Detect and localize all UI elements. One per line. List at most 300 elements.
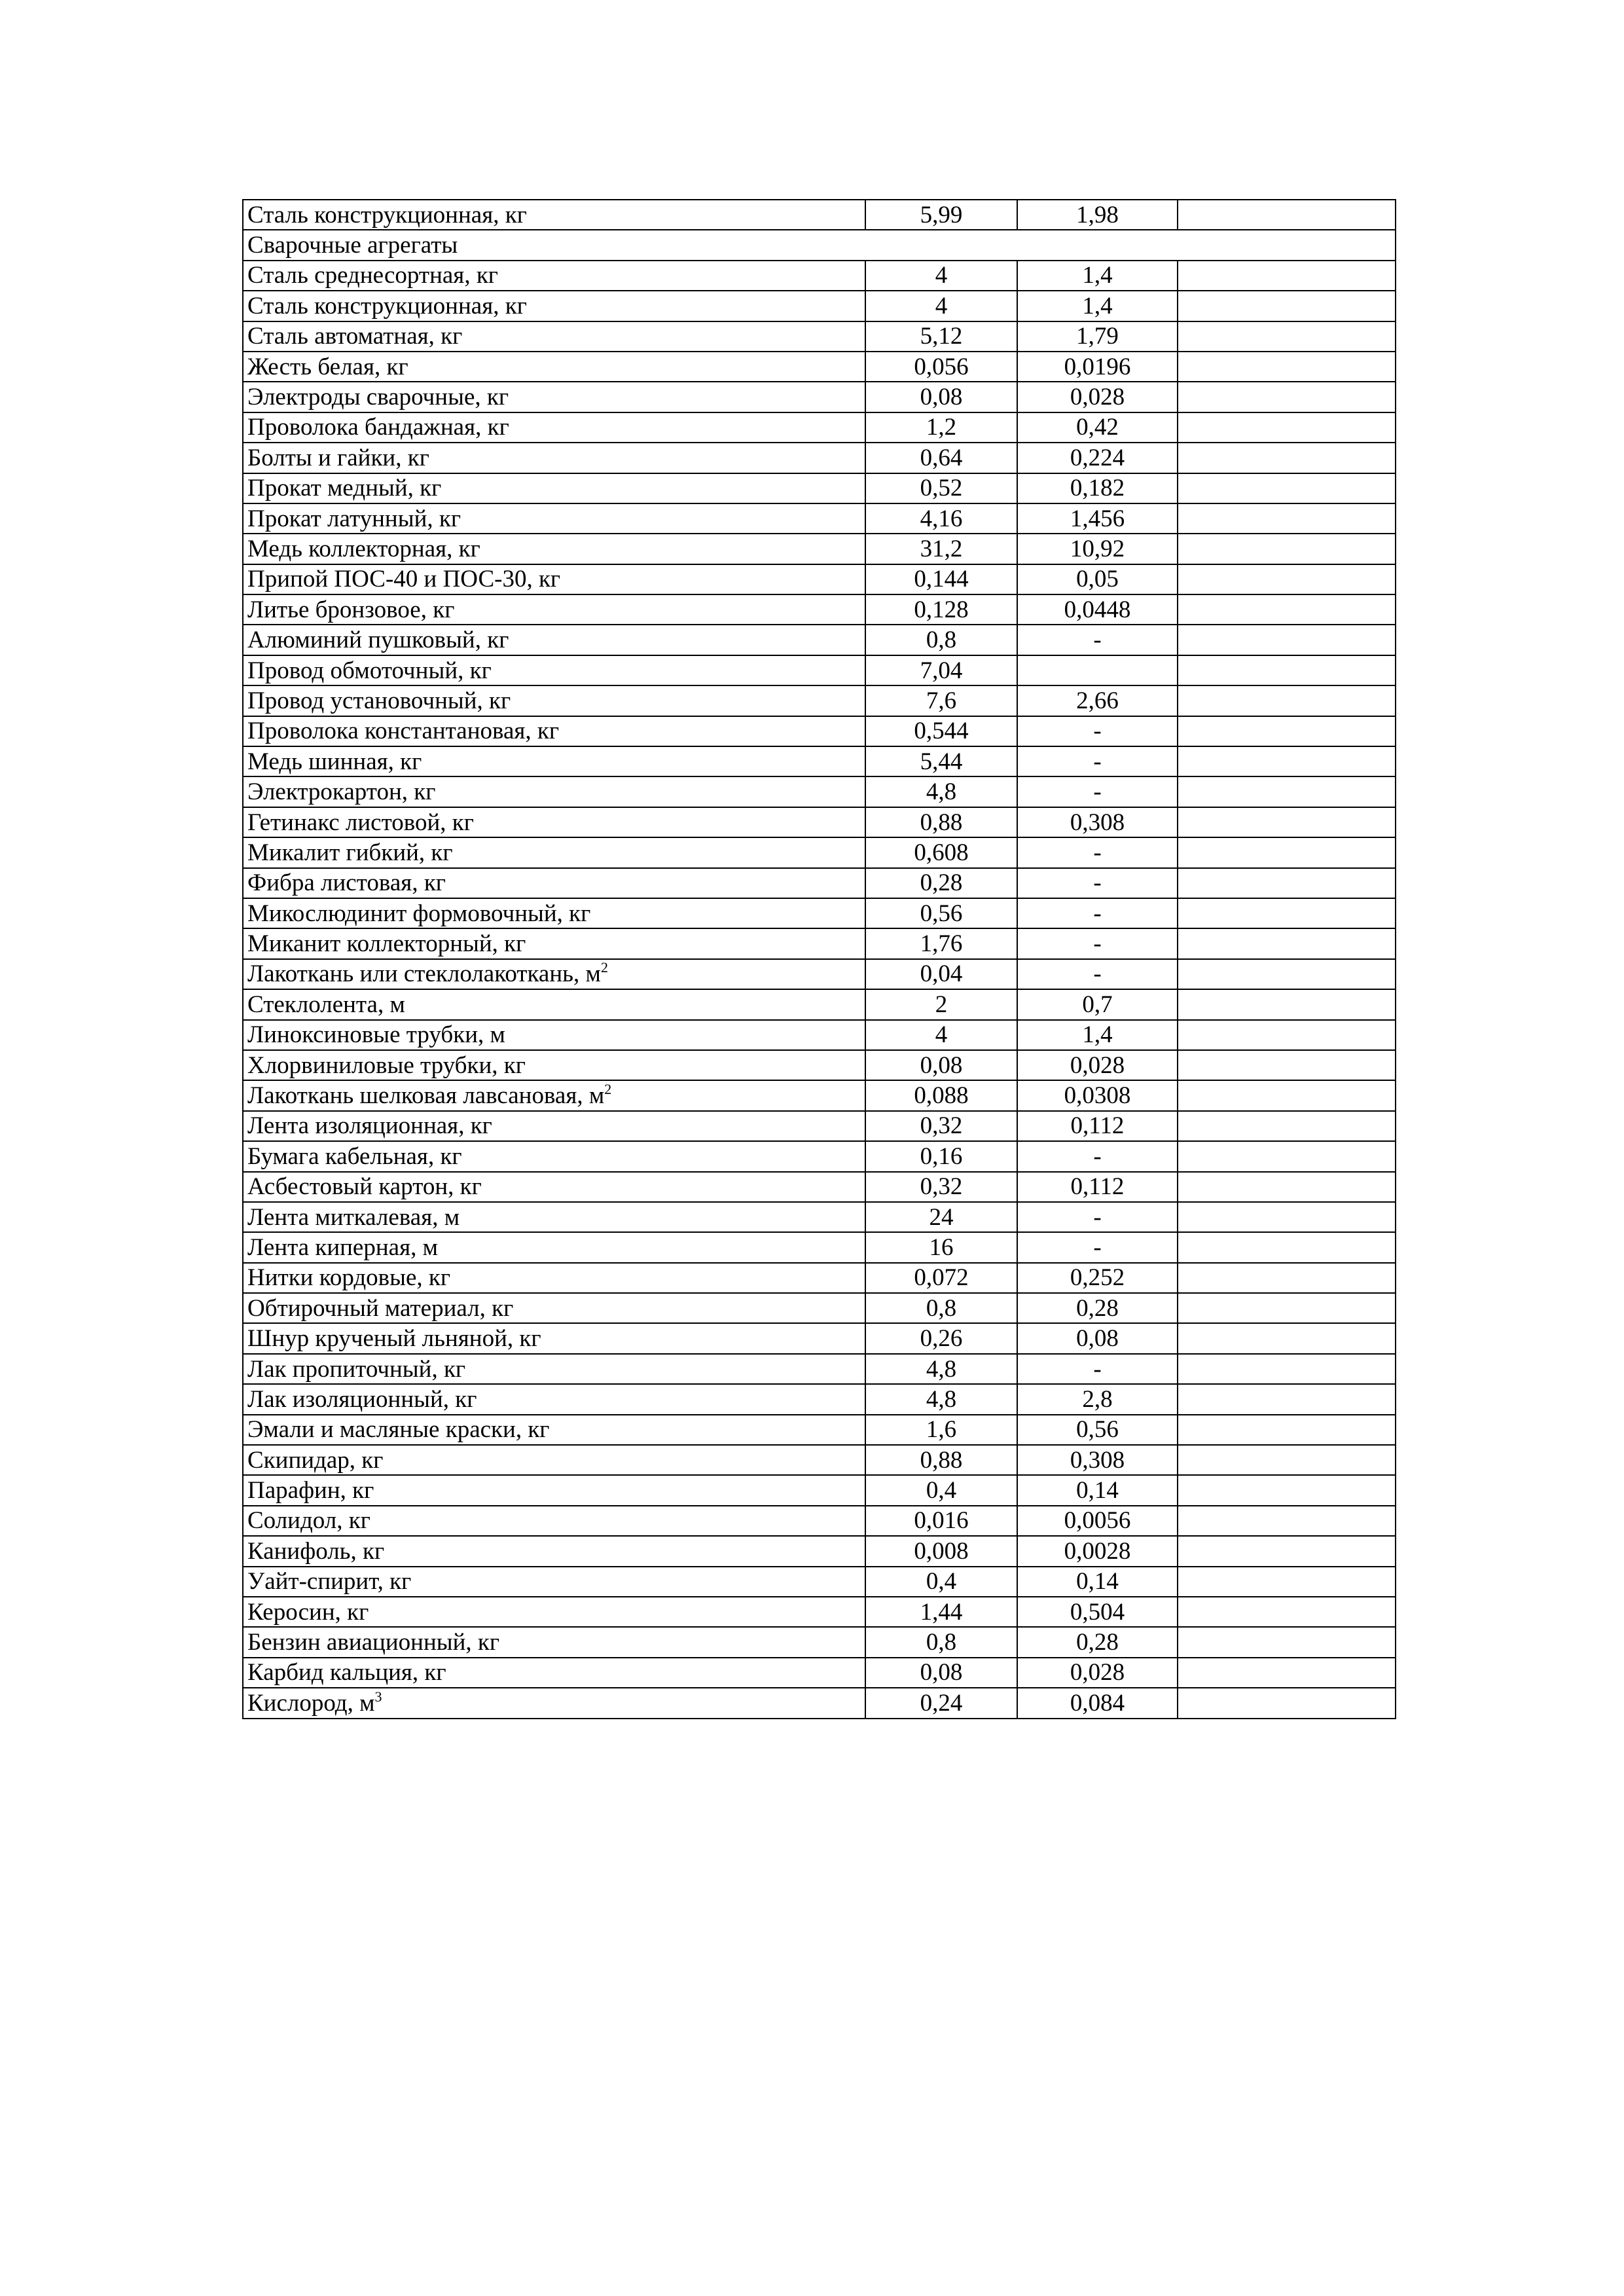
material-name-cell	[243, 1232, 865, 1262]
value-cell-3	[1178, 837, 1396, 867]
material-name-cell	[243, 1567, 865, 1597]
value-cell-3	[1178, 382, 1396, 412]
material-name-cell	[243, 746, 865, 776]
material-name-cell	[243, 807, 865, 837]
material-name-cell	[243, 1445, 865, 1475]
value-cell-3	[1178, 1020, 1396, 1050]
value-cell-2: 1,79	[1017, 321, 1178, 352]
value-cell-2: 0,56	[1017, 1415, 1178, 1445]
table-row	[243, 200, 1396, 230]
material-name: Скипидар, кг	[247, 1446, 384, 1474]
value-cell-3	[1178, 1597, 1396, 1627]
table-row	[243, 534, 1396, 564]
material-name: Канифоль, кг	[247, 1537, 385, 1565]
value-cell-1: 0,08	[865, 1658, 1017, 1688]
value-cell-1: 7,04	[865, 655, 1017, 685]
value-cell-2: -	[1017, 716, 1178, 746]
value-cell-3	[1178, 625, 1396, 655]
value-cell-2: 0,308	[1017, 807, 1178, 837]
value-cell-3	[1178, 291, 1396, 321]
value-cell-3	[1178, 1172, 1396, 1202]
value-cell-1: 4	[865, 261, 1017, 291]
material-name-cell	[243, 473, 865, 503]
value-cell-1: 0,128	[865, 594, 1017, 625]
table-row	[243, 1354, 1396, 1384]
value-cell-1: 0,008	[865, 1536, 1017, 1566]
material-name-cell	[243, 261, 865, 291]
value-cell-1: 4,8	[865, 776, 1017, 807]
material-name: Линоксиновые трубки, м	[247, 1021, 505, 1049]
value-cell-3	[1178, 685, 1396, 716]
table-row	[243, 1415, 1396, 1445]
material-name-cell	[243, 443, 865, 473]
value-cell-1: 1,6	[865, 1415, 1017, 1445]
table-row	[243, 989, 1396, 1019]
value-cell-3	[1178, 503, 1396, 534]
material-name: Карбид кальция, кг	[247, 1659, 446, 1686]
value-cell-1: 5,99	[865, 200, 1017, 230]
table-row	[243, 1475, 1396, 1505]
material-name-cell	[243, 1202, 865, 1232]
value-cell-3	[1178, 1080, 1396, 1110]
value-cell-3	[1178, 1050, 1396, 1080]
value-cell-1: 0,072	[865, 1263, 1017, 1293]
table-row	[243, 716, 1396, 746]
material-name: Прокат медный, кг	[247, 475, 442, 502]
material-name: Уайт-спирит, кг	[247, 1568, 412, 1595]
value-cell-2: 0,7	[1017, 989, 1178, 1019]
material-name: Проволока бандажная, кг	[247, 414, 509, 441]
value-cell-3	[1178, 1415, 1396, 1445]
value-cell-3	[1178, 1475, 1396, 1505]
material-name-cell	[243, 1415, 865, 1445]
table-row	[243, 1384, 1396, 1414]
value-cell-3	[1178, 352, 1396, 382]
value-cell-3	[1178, 1658, 1396, 1688]
value-cell-1: 0,16	[865, 1141, 1017, 1171]
value-cell-2: 0,28	[1017, 1627, 1178, 1657]
value-cell-2: -	[1017, 928, 1178, 958]
value-cell-2: 0,112	[1017, 1111, 1178, 1141]
table-row	[243, 564, 1396, 594]
value-cell-1: 1,76	[865, 928, 1017, 958]
table-row	[243, 1050, 1396, 1080]
value-cell-2: -	[1017, 898, 1178, 928]
value-cell-1: 4	[865, 1020, 1017, 1050]
value-cell-1: 2	[865, 989, 1017, 1019]
value-cell-1: 31,2	[865, 534, 1017, 564]
material-name: Солидол, кг	[247, 1507, 370, 1535]
material-name: Гетинакс листовой, кг	[247, 809, 474, 836]
material-name: Асбестовый картон, кг	[247, 1173, 482, 1201]
material-name: Бумага кабельная, кг	[247, 1142, 462, 1170]
material-name: Медь шинная, кг	[247, 748, 422, 775]
material-name-cell	[243, 1627, 865, 1657]
value-cell-1: 5,12	[865, 321, 1017, 352]
value-cell-2: 0,0448	[1017, 594, 1178, 625]
table-row	[243, 1172, 1396, 1202]
value-cell-1: 1,2	[865, 412, 1017, 443]
value-cell-2: 0,05	[1017, 564, 1178, 594]
value-cell-2: 0,028	[1017, 1050, 1178, 1080]
material-name-cell	[243, 534, 865, 564]
material-name: Проволока константановая, кг	[247, 718, 560, 745]
table-row	[243, 382, 1396, 412]
material-name: Микалит гибкий, кг	[247, 839, 453, 866]
value-cell-1: 1,44	[865, 1597, 1017, 1627]
material-name: Лак изоляционный, кг	[247, 1385, 477, 1413]
value-cell-1: 0,056	[865, 352, 1017, 382]
table-row	[243, 503, 1396, 534]
table-row	[243, 1445, 1396, 1475]
material-name: Медь коллекторная, кг	[247, 535, 480, 562]
value-cell-3	[1178, 898, 1396, 928]
value-cell-1: 0,88	[865, 807, 1017, 837]
material-name: Шнур крученый льняной, кг	[247, 1325, 541, 1353]
value-cell-3	[1178, 594, 1396, 625]
table-row	[243, 625, 1396, 655]
table-row	[243, 412, 1396, 443]
table-row	[243, 837, 1396, 867]
value-cell-3	[1178, 1627, 1396, 1657]
material-name-cell	[243, 321, 865, 352]
material-name-cell	[243, 564, 865, 594]
table-row	[243, 1080, 1396, 1110]
material-name-cell	[243, 959, 865, 989]
value-cell-2: 1,4	[1017, 1020, 1178, 1050]
material-name-cell	[243, 776, 865, 807]
table-row	[243, 443, 1396, 473]
value-cell-1: 0,016	[865, 1506, 1017, 1536]
value-cell-3	[1178, 989, 1396, 1019]
material-name-cell	[243, 1384, 865, 1414]
material-name-cell	[243, 1506, 865, 1536]
value-cell-3	[1178, 473, 1396, 503]
value-cell-1: 0,32	[865, 1111, 1017, 1141]
material-name-cell	[243, 1172, 865, 1202]
value-cell-2: 0,0028	[1017, 1536, 1178, 1566]
value-cell-1: 0,08	[865, 1050, 1017, 1080]
unit-exponent: 2	[600, 959, 608, 976]
table-row	[243, 1020, 1396, 1050]
value-cell-1: 0,24	[865, 1688, 1017, 1718]
material-name: Хлорвиниловые трубки, кг	[247, 1051, 526, 1079]
material-name: Кислород, м	[247, 1689, 375, 1717]
value-cell-1: 0,8	[865, 625, 1017, 655]
value-cell-3	[1178, 412, 1396, 443]
table-row	[243, 655, 1396, 685]
value-cell-3	[1178, 1141, 1396, 1171]
material-name: Стеклолента, м	[247, 991, 405, 1018]
table-row	[243, 1597, 1396, 1627]
value-cell-2: -	[1017, 1141, 1178, 1171]
material-name-cell	[243, 1141, 865, 1171]
value-cell-3	[1178, 776, 1396, 807]
value-cell-2: 0,028	[1017, 382, 1178, 412]
material-name: Эмали и масляные краски, кг	[247, 1416, 550, 1444]
value-cell-2: -	[1017, 1354, 1178, 1384]
material-name-cell	[243, 685, 865, 716]
value-cell-3	[1178, 807, 1396, 837]
value-cell-3	[1178, 1111, 1396, 1141]
materials-table	[242, 199, 1396, 1719]
value-cell-1: 0,56	[865, 898, 1017, 928]
value-cell-1: 5,44	[865, 746, 1017, 776]
material-name: Сталь конструкционная, кг	[247, 201, 527, 228]
material-name-cell	[243, 898, 865, 928]
value-cell-1: 7,6	[865, 685, 1017, 716]
value-cell-3	[1178, 1293, 1396, 1323]
material-name-cell	[243, 1536, 865, 1566]
value-cell-1: 0,4	[865, 1475, 1017, 1505]
material-name-cell	[243, 382, 865, 412]
value-cell-1: 0,64	[865, 443, 1017, 473]
value-cell-1: 0,8	[865, 1293, 1017, 1323]
value-cell-3	[1178, 746, 1396, 776]
value-cell-2: -	[1017, 625, 1178, 655]
value-cell-3	[1178, 1354, 1396, 1384]
material-name: Парафин, кг	[247, 1477, 374, 1504]
value-cell-3	[1178, 1202, 1396, 1232]
value-cell-3	[1178, 564, 1396, 594]
material-name: Литье бронзовое, кг	[247, 596, 455, 623]
value-cell-2: 0,42	[1017, 412, 1178, 443]
value-cell-1: 0,32	[865, 1172, 1017, 1202]
value-cell-3	[1178, 655, 1396, 685]
material-name-cell	[243, 716, 865, 746]
table-row	[243, 1567, 1396, 1597]
table-row	[243, 1293, 1396, 1323]
value-cell-3	[1178, 321, 1396, 352]
value-cell-2: 0,28	[1017, 1293, 1178, 1323]
materials-table-body	[243, 200, 1396, 1719]
table-row	[243, 1202, 1396, 1232]
table-row	[243, 1627, 1396, 1657]
material-name-cell	[243, 503, 865, 534]
value-cell-2: 10,92	[1017, 534, 1178, 564]
value-cell-2: 1,456	[1017, 503, 1178, 534]
table-row	[243, 1263, 1396, 1293]
value-cell-3	[1178, 200, 1396, 230]
material-name-cell	[243, 1658, 865, 1688]
table-row	[243, 1658, 1396, 1688]
table-row	[243, 807, 1396, 837]
table-row	[243, 321, 1396, 352]
value-cell-2: -	[1017, 746, 1178, 776]
material-name-cell	[243, 989, 865, 1019]
value-cell-3	[1178, 443, 1396, 473]
value-cell-3	[1178, 959, 1396, 989]
value-cell-3	[1178, 261, 1396, 291]
value-cell-3	[1178, 716, 1396, 746]
table-row	[243, 1111, 1396, 1141]
table-row	[243, 1506, 1396, 1536]
table-row	[243, 352, 1396, 382]
value-cell-1: 0,04	[865, 959, 1017, 989]
table-row	[243, 473, 1396, 503]
table-row	[243, 898, 1396, 928]
value-cell-1: 0,52	[865, 473, 1017, 503]
value-cell-1: 0,4	[865, 1567, 1017, 1597]
material-name-cell	[243, 594, 865, 625]
unit-exponent: 3	[374, 1688, 382, 1705]
value-cell-1: 0,088	[865, 1080, 1017, 1110]
value-cell-1: 4,8	[865, 1384, 1017, 1414]
material-name-cell	[243, 200, 865, 230]
material-name: Лента киперная, м	[247, 1233, 439, 1261]
value-cell-2: 0,252	[1017, 1263, 1178, 1293]
value-cell-2: -	[1017, 776, 1178, 807]
value-cell-2: 2,8	[1017, 1384, 1178, 1414]
value-cell-2: 2,66	[1017, 685, 1178, 716]
material-name-cell	[243, 1597, 865, 1627]
value-cell-3	[1178, 1323, 1396, 1353]
table-row	[243, 776, 1396, 807]
material-name: Провод обмоточный, кг	[247, 657, 492, 684]
value-cell-1: 16	[865, 1232, 1017, 1262]
value-cell-3	[1178, 1506, 1396, 1536]
material-name: Лакоткань или стеклолакоткань, м	[247, 960, 601, 988]
value-cell-2: 0,224	[1017, 443, 1178, 473]
value-cell-2: -	[1017, 1202, 1178, 1232]
value-cell-2: 0,0308	[1017, 1080, 1178, 1110]
table-row	[243, 685, 1396, 716]
value-cell-1: 0,544	[865, 716, 1017, 746]
value-cell-1: 0,608	[865, 837, 1017, 867]
material-name: Нитки кордовые, кг	[247, 1264, 451, 1292]
value-cell-2: 0,182	[1017, 473, 1178, 503]
material-name: Керосин, кг	[247, 1598, 369, 1626]
material-name-cell	[243, 1263, 865, 1293]
table-row	[243, 261, 1396, 291]
value-cell-2: 1,4	[1017, 261, 1178, 291]
material-name-cell	[243, 412, 865, 443]
material-name: Электрокартон, кг	[247, 778, 436, 806]
material-name: Лакоткань шелковая лавсановая, м	[247, 1082, 605, 1110]
value-cell-2: -	[1017, 959, 1178, 989]
value-cell-3	[1178, 1384, 1396, 1414]
material-name: Лента изоляционная, кг	[247, 1112, 492, 1140]
value-cell-1: 0,26	[865, 1323, 1017, 1353]
value-cell-3	[1178, 1232, 1396, 1262]
table-row	[243, 959, 1396, 989]
value-cell-2: -	[1017, 837, 1178, 867]
value-cell-3	[1178, 1445, 1396, 1475]
value-cell-2: -	[1017, 1232, 1178, 1262]
value-cell-3	[1178, 1263, 1396, 1293]
material-name-cell	[243, 1354, 865, 1384]
value-cell-3	[1178, 928, 1396, 958]
material-name-cell	[243, 928, 865, 958]
material-name: Электроды сварочные, кг	[247, 384, 509, 411]
value-cell-2: 0,308	[1017, 1445, 1178, 1475]
table-row	[243, 746, 1396, 776]
material-name: Сталь автоматная, кг	[247, 323, 463, 350]
material-name: Микослюдинит формовочный, кг	[247, 900, 591, 927]
value-cell-3	[1178, 1567, 1396, 1597]
value-cell-1: 0,28	[865, 868, 1017, 898]
material-name: Прокат латунный, кг	[247, 505, 461, 532]
value-cell-2: 0,14	[1017, 1475, 1178, 1505]
material-name: Фибра листовая, кг	[247, 869, 446, 897]
material-name: Жесть белая, кг	[247, 353, 408, 380]
value-cell-1: 0,8	[865, 1627, 1017, 1657]
value-cell-3	[1178, 868, 1396, 898]
table-row	[243, 868, 1396, 898]
value-cell-2: 0,0196	[1017, 352, 1178, 382]
material-name: Миканит коллекторный, кг	[247, 930, 526, 958]
material-name: Бензин авиационный, кг	[247, 1629, 500, 1656]
value-cell-1: 4	[865, 291, 1017, 321]
table-row	[243, 1688, 1396, 1718]
material-name-cell	[243, 837, 865, 867]
table-row	[243, 291, 1396, 321]
material-name-cell	[243, 1080, 865, 1110]
value-cell-2: 0,14	[1017, 1567, 1178, 1597]
material-name: Лента миткалевая, м	[247, 1203, 460, 1231]
material-name-cell	[243, 1688, 865, 1718]
value-cell-1: 0,144	[865, 564, 1017, 594]
table-row	[243, 1536, 1396, 1566]
material-name-cell	[243, 655, 865, 685]
unit-exponent: 2	[604, 1081, 612, 1098]
material-name-cell	[243, 1323, 865, 1353]
table-row	[243, 928, 1396, 958]
material-name: Болты и гайки, кг	[247, 444, 429, 471]
material-name-cell	[243, 1293, 865, 1323]
value-cell-2: 0,08	[1017, 1323, 1178, 1353]
value-cell-2: 1,4	[1017, 291, 1178, 321]
material-name: Припой ПОС-40 и ПОС-30, кг	[247, 566, 561, 593]
section-title: Сварочные агрегаты	[243, 230, 1396, 260]
value-cell-3	[1178, 1688, 1396, 1718]
material-name-cell	[243, 1050, 865, 1080]
material-name: Сталь конструкционная, кг	[247, 292, 527, 319]
material-name-cell	[243, 1111, 865, 1141]
material-name: Обтирочный материал, кг	[247, 1294, 514, 1322]
material-name-cell	[243, 1020, 865, 1050]
value-cell-2: 0,504	[1017, 1597, 1178, 1627]
value-cell-2	[1017, 655, 1178, 685]
value-cell-1: 4,8	[865, 1354, 1017, 1384]
table-row	[243, 1323, 1396, 1353]
material-name-cell	[243, 352, 865, 382]
material-name-cell	[243, 625, 865, 655]
table-row	[243, 594, 1396, 625]
section-row	[243, 230, 1396, 260]
material-name: Алюминий пушковый, кг	[247, 627, 509, 654]
value-cell-3	[1178, 1536, 1396, 1566]
table-row	[243, 1232, 1396, 1262]
value-cell-1: 4,16	[865, 503, 1017, 534]
value-cell-1: 0,08	[865, 382, 1017, 412]
value-cell-1: 0,88	[865, 1445, 1017, 1475]
value-cell-2: 0,084	[1017, 1688, 1178, 1718]
value-cell-2: 0,112	[1017, 1172, 1178, 1202]
material-name-cell	[243, 1475, 865, 1505]
value-cell-2: 0,028	[1017, 1658, 1178, 1688]
material-name-cell	[243, 868, 865, 898]
material-name-cell	[243, 291, 865, 321]
material-name: Провод установочный, кг	[247, 687, 511, 714]
value-cell-2: -	[1017, 868, 1178, 898]
value-cell-2: 0,0056	[1017, 1506, 1178, 1536]
value-cell-3	[1178, 534, 1396, 564]
value-cell-1: 24	[865, 1202, 1017, 1232]
value-cell-2: 1,98	[1017, 200, 1178, 230]
material-name: Лак пропиточный, кг	[247, 1355, 466, 1383]
table-row	[243, 1141, 1396, 1171]
